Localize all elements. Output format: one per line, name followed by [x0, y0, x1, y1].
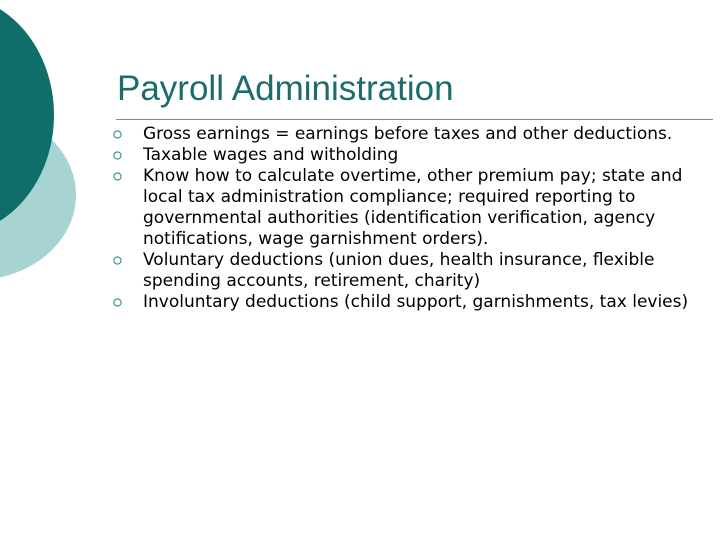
- bullet-text: Taxable wages and witholding: [143, 145, 399, 165]
- bullet-text: Gross earnings = earnings before taxes and other deductions.: [143, 124, 673, 144]
- hollow-circle-icon: [113, 256, 122, 265]
- bullet-list: [111, 124, 701, 313]
- title-divider: [116, 119, 713, 120]
- hollow-circle-icon: [113, 130, 122, 139]
- bullet-text: Involuntary deductions (child support, garnishments, tax levies): [143, 292, 689, 312]
- bullet-text: Know how to calculate overtime, other premium pay; state and local tax administration compliance; required reporting to governmental authorities (identification verification, agency notifications, wage garnishment orders).: [143, 166, 683, 249]
- bullet-item: [111, 292, 701, 313]
- bullet-text: Voluntary deductions (union dues, health insurance, flexible spending accounts, retirement, charity): [143, 250, 655, 291]
- hollow-circle-icon: [113, 298, 122, 307]
- hollow-circle-icon: [113, 151, 122, 160]
- bullet-item: [111, 250, 701, 292]
- hollow-circle-icon: [113, 172, 122, 181]
- bullet-item: [111, 124, 701, 145]
- decorative-circles: [0, 0, 90, 290]
- slide-title: Payroll Administration: [117, 69, 454, 108]
- bullet-item: [111, 166, 701, 250]
- bullet-item: [111, 145, 701, 166]
